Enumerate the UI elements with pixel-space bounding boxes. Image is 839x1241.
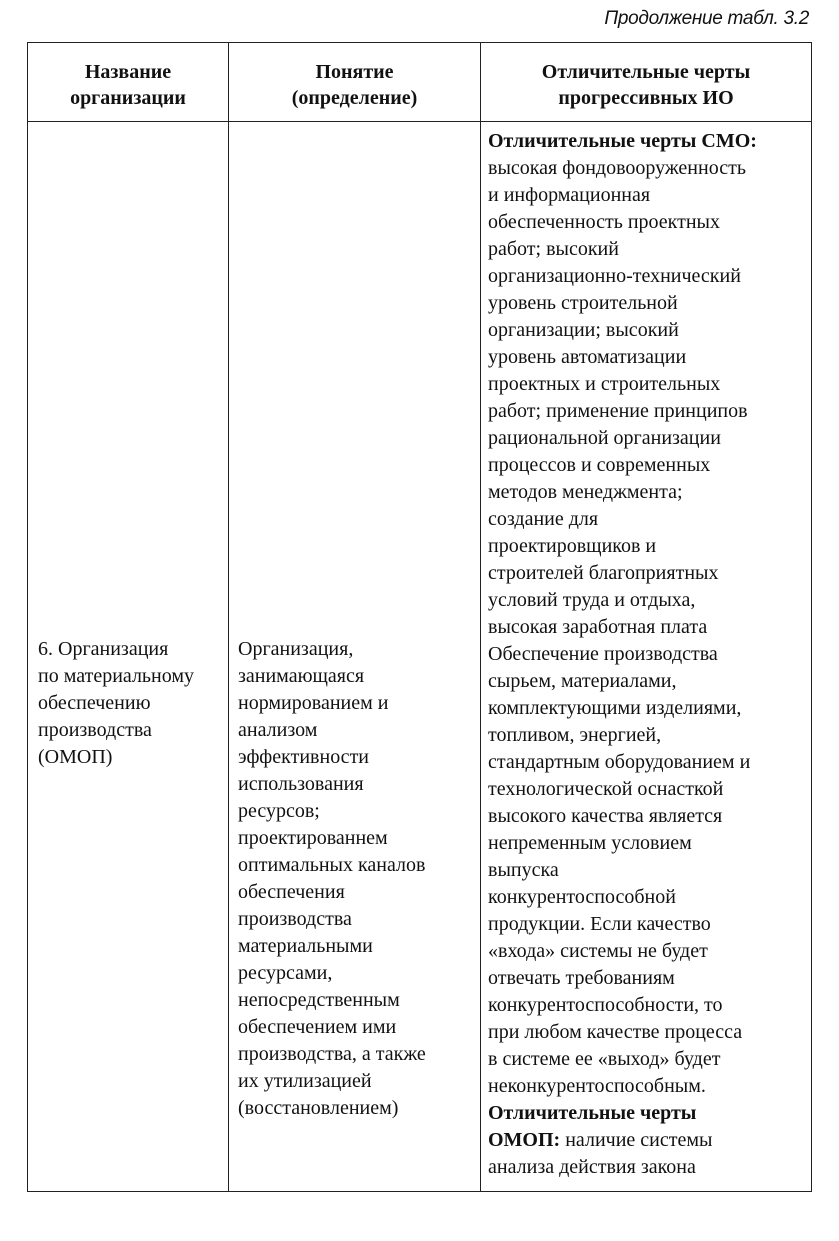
text-line: организации; высокий (488, 319, 679, 341)
organization-name-text (28, 122, 228, 779)
text-line: рациональной организации (488, 427, 721, 449)
text-line: непременным условием (488, 832, 692, 854)
text-line: работ; применение принципов (488, 400, 748, 422)
text-line: их утилизацией (238, 1070, 372, 1092)
organization-name-cell (28, 122, 229, 1192)
smo-heading: Отличительные черты СМО: (488, 130, 757, 152)
header-definition (229, 43, 481, 122)
text-line: неконкурентоспособным. (488, 1075, 706, 1097)
text-line: при любом качестве процесса (488, 1021, 743, 1043)
text-line: нормированием и (238, 692, 389, 714)
text-line: непосредственным (238, 989, 400, 1011)
text-line: и информационная (488, 184, 651, 206)
omop-tail-line: анализа действия закона (488, 1156, 696, 1178)
header-text: (определение) (291, 87, 418, 109)
text-line: проектированнем (238, 827, 388, 849)
omop-heading-rest: наличие системы (560, 1129, 713, 1151)
omop-heading: Отличительные черты (488, 1102, 697, 1124)
header-text: Отличительные черты (541, 61, 751, 83)
smo-features-list (488, 155, 803, 641)
text-line: обеспеченность проектных (488, 211, 720, 233)
text-line: организационно-технический (488, 265, 741, 287)
omop-description-list (488, 641, 803, 1100)
text-line: высокая фондовооруженность (488, 157, 746, 179)
text-line: материальными (238, 935, 373, 957)
text-line: занимающаяся (238, 665, 365, 687)
table-row (28, 122, 812, 1192)
text-line: по материальному (38, 665, 195, 687)
table-caption: Продолжение табл. 3.2 (604, 8, 809, 29)
text-line: работ; высокий (488, 238, 619, 260)
text-line: конкурентоспособности, то (488, 994, 723, 1016)
text-line: высокая заработная плата (488, 616, 708, 638)
text-line: отвечать требованиям (488, 967, 675, 989)
text-line: сырьем, материалами, (488, 670, 677, 692)
header-text: организации (70, 87, 186, 109)
text-line: методов менеджмента; (488, 481, 683, 503)
text-line: условий труда и отдыха, (488, 589, 696, 611)
definition-cell (229, 122, 481, 1192)
text-line: в системе ее «выход» будет (488, 1048, 721, 1070)
text-line: обеспечением ими (238, 1016, 397, 1038)
text-line: анализом (238, 719, 318, 741)
text-line: процессов и современных (488, 454, 711, 476)
text-line: производства, а также (238, 1043, 426, 1065)
organizations-table (27, 42, 812, 1192)
text-line: строителей благоприятных (488, 562, 719, 584)
text-line: ресурсов; (238, 800, 320, 822)
text-line: оптимальных каналов (238, 854, 426, 876)
features-cell (481, 122, 812, 1192)
text-line: производства (238, 908, 352, 930)
text-line: ресурсами, (238, 962, 333, 984)
text-line: комплектующими изделиями, (488, 697, 742, 719)
text-line: 6. Организация (38, 638, 169, 660)
text-line: технологической оснасткой (488, 778, 724, 800)
text-line: (ОМОП) (38, 746, 113, 768)
text-line: уровень строительной (488, 292, 678, 314)
omop-label: ОМОП: (488, 1129, 561, 1151)
text-line: Организация, (238, 638, 354, 660)
header-distinctive-features (481, 43, 812, 122)
header-text: Понятие (315, 61, 394, 83)
text-line: обеспечения (238, 881, 345, 903)
text-line: продукции. Если качество (488, 913, 711, 935)
text-line: Обеспечение производства (488, 643, 718, 665)
text-line: стандартным оборудованием и (488, 751, 751, 773)
text-line: высокого качества является (488, 805, 723, 827)
text-line: «входа» системы не будет (488, 940, 708, 962)
omop-heading-line (488, 1127, 803, 1154)
text-line: создание для (488, 508, 599, 530)
table-header-row (28, 43, 812, 122)
text-line: уровень автоматизации (488, 346, 687, 368)
text-line: проектировщиков и (488, 535, 657, 557)
header-text: Название (84, 61, 172, 83)
text-line: использования (238, 773, 364, 795)
text-line: эффективности (238, 746, 370, 768)
text-line: топливом, энергией, (488, 724, 662, 746)
text-line: обеспечению (38, 692, 151, 714)
text-line: производства (38, 719, 152, 741)
features-text (481, 122, 811, 1191)
header-text: прогрессивных ИО (558, 87, 734, 109)
definition-text (229, 122, 480, 1130)
text-line: проектных и строительных (488, 373, 721, 395)
header-organization-name (28, 43, 229, 122)
text-line: конкурентоспособной (488, 886, 676, 908)
text-line: (восстановлением) (238, 1097, 399, 1119)
text-line: выпуска (488, 859, 559, 881)
